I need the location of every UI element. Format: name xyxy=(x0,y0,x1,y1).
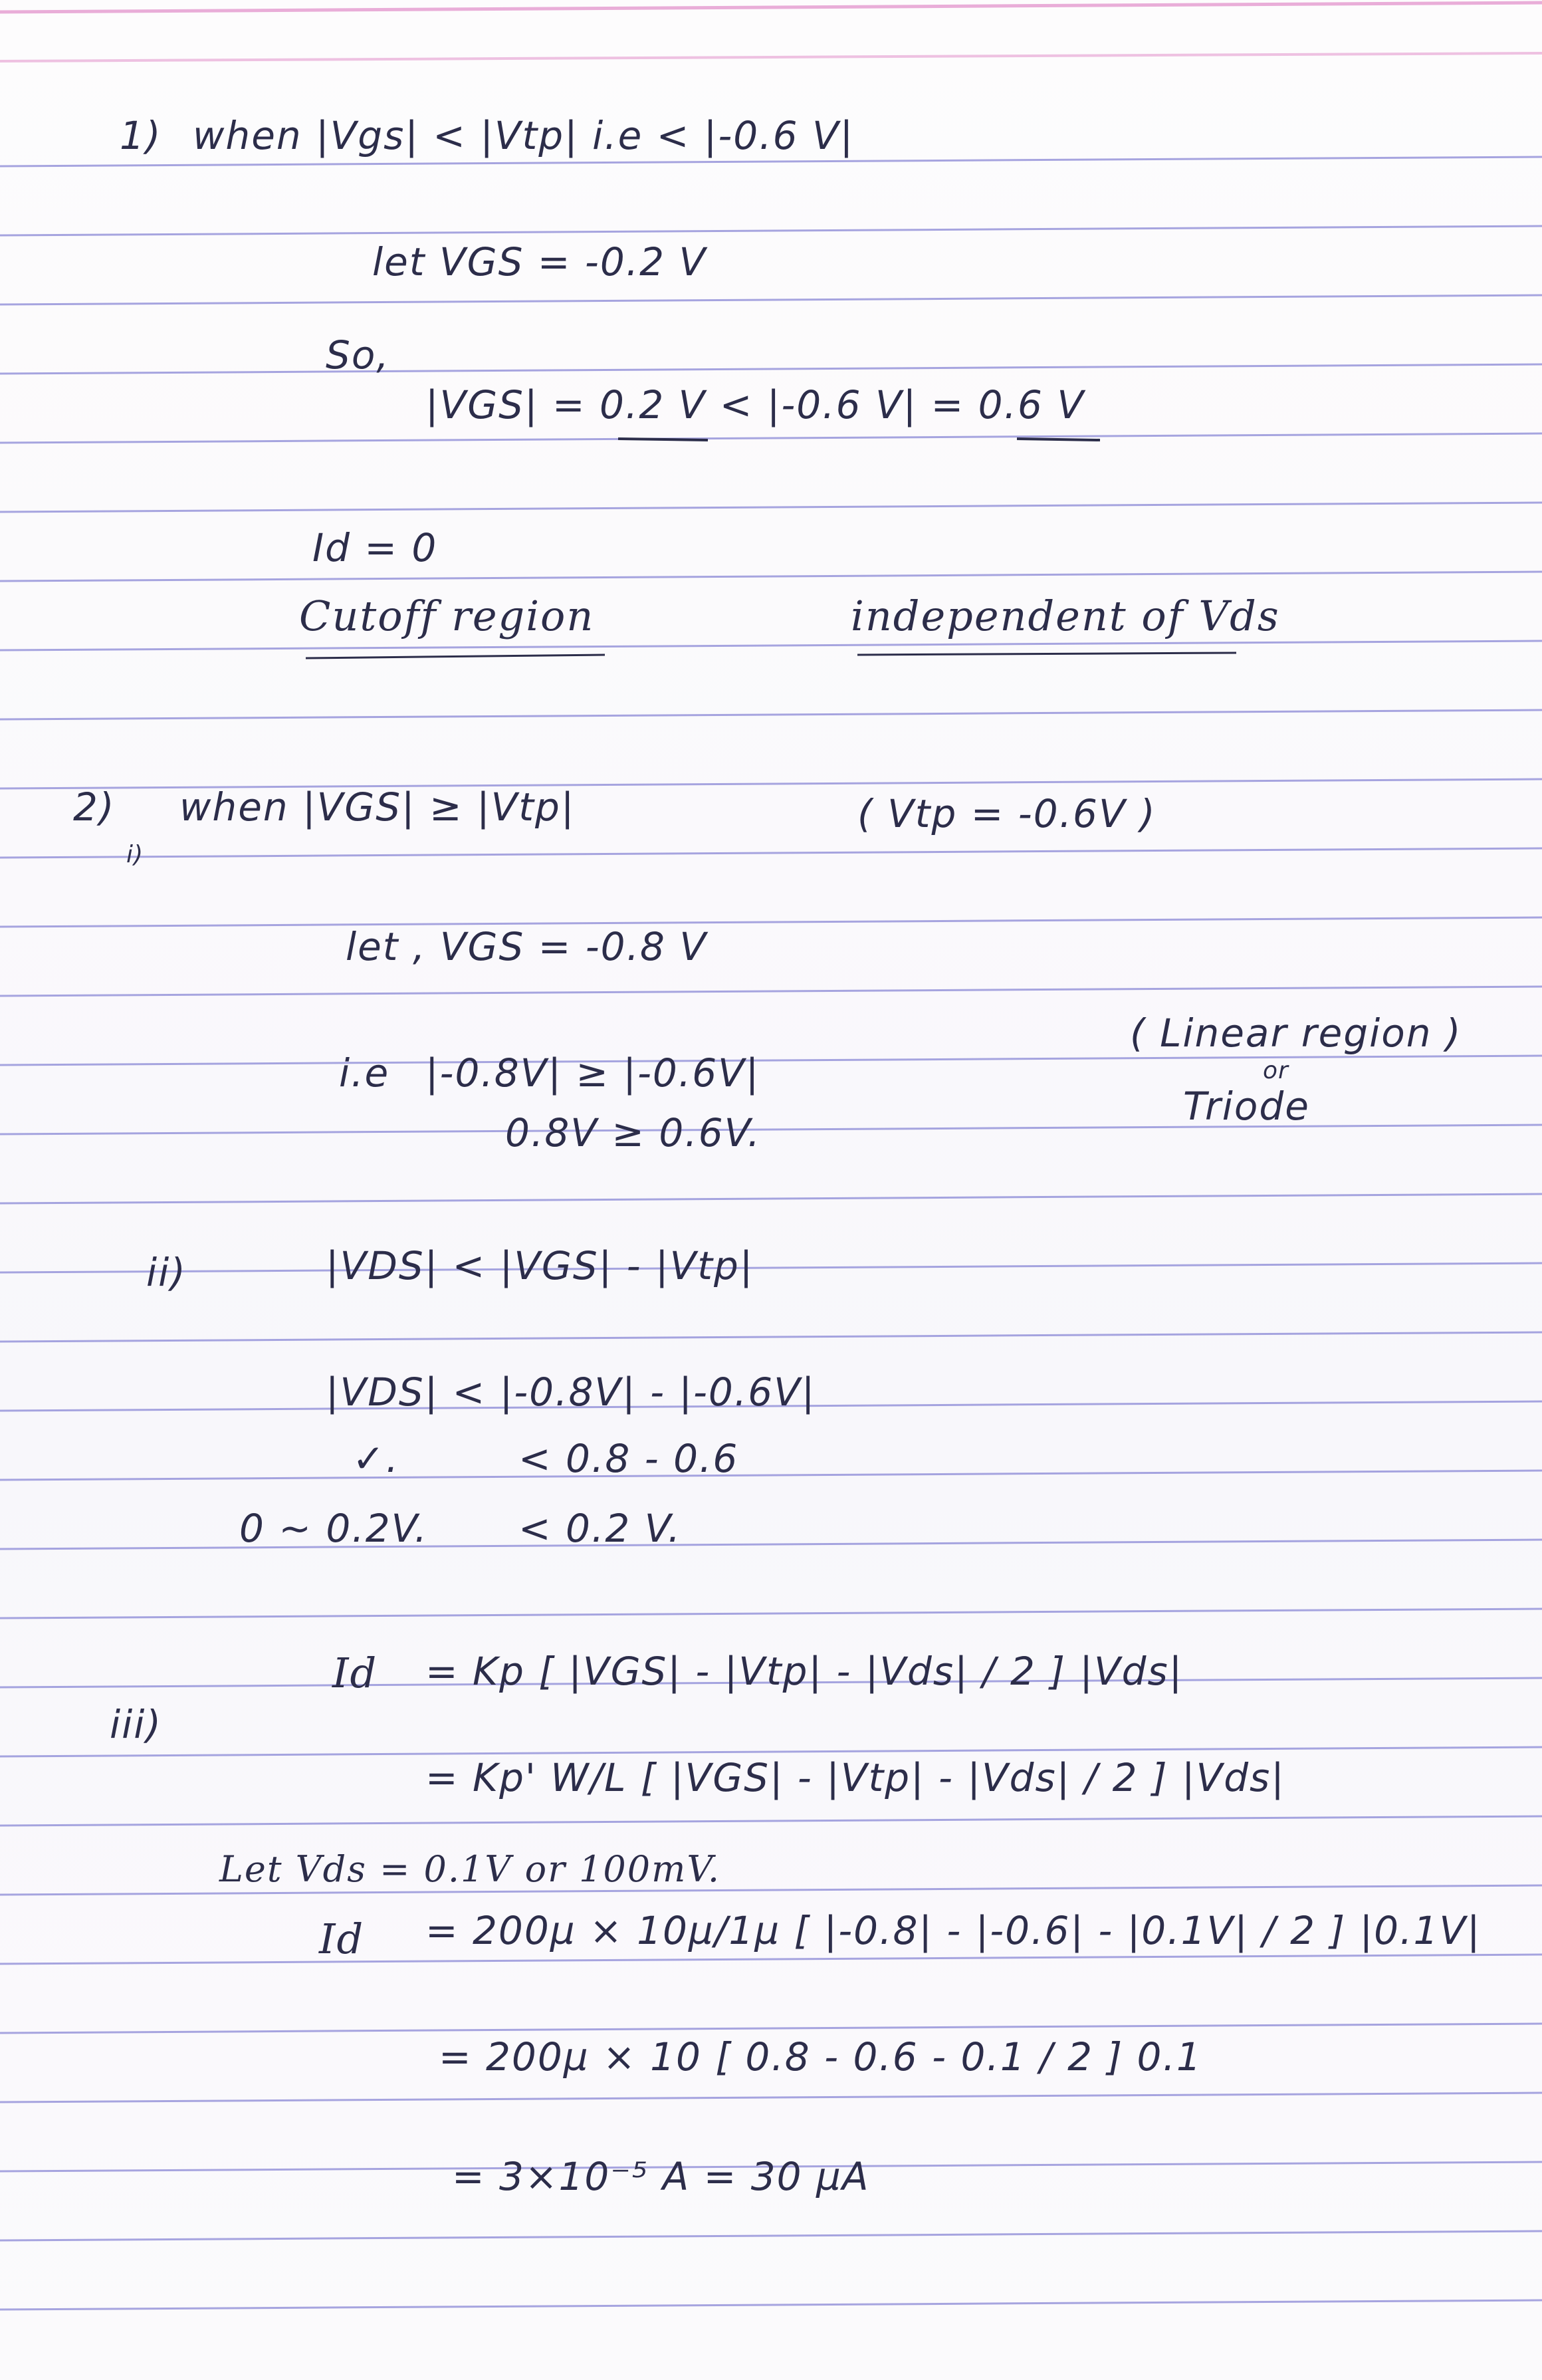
case2-ie: i.e xyxy=(339,1050,390,1096)
case1-comparison: |VGS| = 0.2 V < |-0.6 V| = 0.6 V xyxy=(425,382,1085,427)
case1-so: So, xyxy=(326,332,390,378)
case2-bullet2: ii) xyxy=(146,1250,187,1295)
vds-sub2b: < 0.8 - 0.6 xyxy=(518,1436,739,1481)
vds-sub2a: ✓. xyxy=(352,1436,400,1481)
case1-let: let VGS = -0.2 V xyxy=(372,239,707,285)
region-or: or xyxy=(1263,1057,1289,1084)
calc2: = 200µ × 10 [ 0.8 - 0.6 - 0.1 / 2 ] 0.1 xyxy=(439,2034,1202,2080)
formula-lhs: Id xyxy=(332,1649,378,1697)
case2-compare2: 0.8V ≥ 0.6V. xyxy=(505,1110,762,1155)
case1-number: 1) xyxy=(120,113,162,158)
let-vds: Let Vds = 0.1V or 100mV. xyxy=(219,1848,721,1890)
vds-condition: |VDS| < |VGS| - |Vtp| xyxy=(326,1243,754,1288)
calc1: = 200µ × 10µ/1µ [ |-0.8| - |-0.6| - |0.1V| / 2 ] |0.1V| xyxy=(425,1908,1482,1953)
case2-let: let , VGS = -0.8 V xyxy=(346,924,708,969)
case2-bullet3: iii) xyxy=(110,1702,162,1747)
region-line2: Triode xyxy=(1183,1084,1310,1129)
case2-condition: when |VGS| ≥ |Vtp| xyxy=(179,784,576,830)
formula-eq1: = Kp [ |VGS| - |Vtp| - |Vds| / 2 ] |Vds| xyxy=(425,1649,1184,1694)
case2-threshold: ( Vtp = -0.6V ) xyxy=(857,791,1156,836)
result: = 3×10⁻⁵ A = 30 µA xyxy=(452,2154,870,2199)
calc1-lhs: Id xyxy=(319,1915,365,1963)
case1-current: Id = 0 xyxy=(312,525,438,570)
vds-sub3b: < 0.2 V. xyxy=(518,1506,682,1551)
vds-sub3a: 0 ~ 0.2V. xyxy=(239,1506,429,1551)
case2-number: 2) xyxy=(73,784,116,830)
region-line1: ( Linear region ) xyxy=(1130,1011,1462,1056)
vds-sub1: |VDS| < |-0.8V| - |-0.6V| xyxy=(326,1369,816,1415)
case2-compare1: |-0.8V| ≥ |-0.6V| xyxy=(425,1050,760,1096)
case2-sub-bullet: i) xyxy=(126,841,144,868)
case1-condition: when |Vgs| < |Vtp| i.e < |-0.6 V| xyxy=(193,113,855,158)
case1-note: independent of Vds xyxy=(851,592,1280,640)
formula-eq2: = Kp' W/L [ |VGS| - |Vtp| - |Vds| / 2 ] |Vds| xyxy=(425,1755,1285,1800)
case1-region: Cutoff region xyxy=(299,592,595,640)
